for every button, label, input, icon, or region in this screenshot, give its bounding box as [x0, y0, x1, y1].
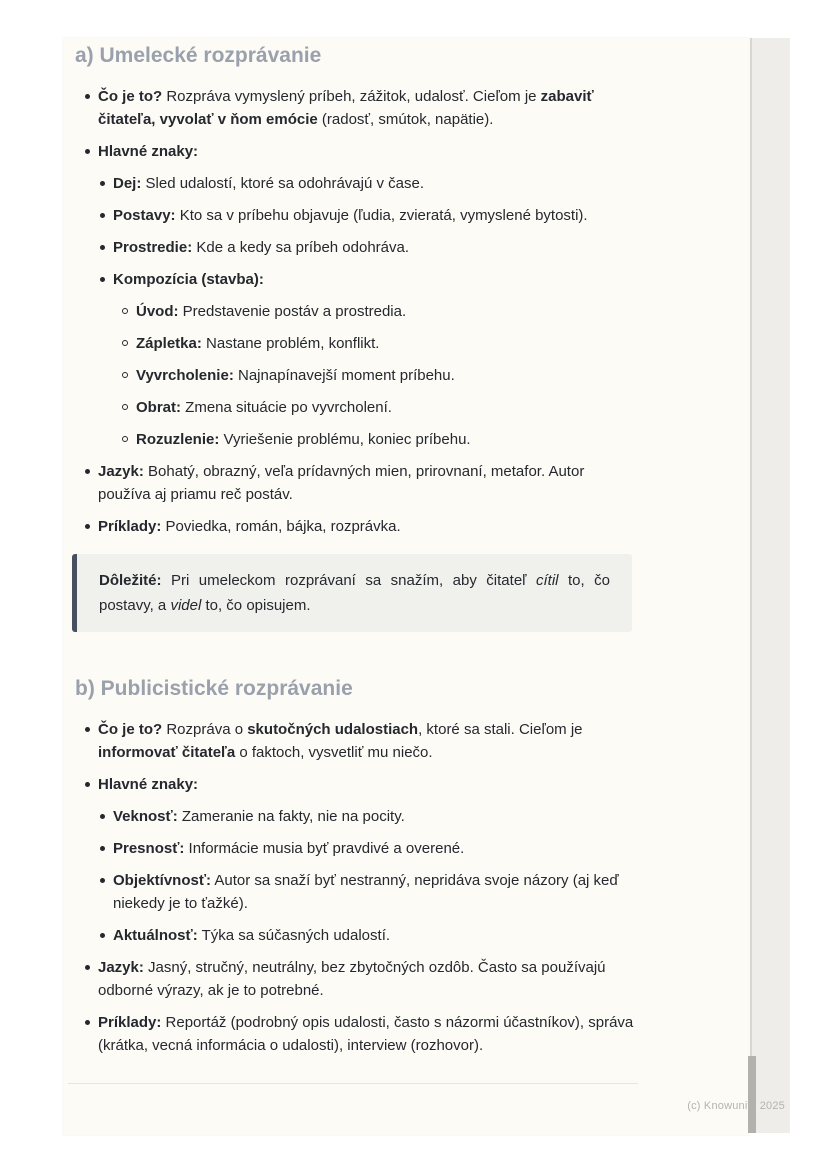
scrollbar-thumb[interactable] — [748, 1056, 756, 1133]
list-item-text — [98, 1014, 633, 1054]
list-item — [68, 396, 638, 419]
text-segment: Zápletka: — [136, 335, 202, 352]
text-segment: skutočných udalostiach — [247, 721, 419, 738]
list-item-text — [98, 143, 198, 160]
text-segment: Veknosť: — [113, 808, 178, 825]
text-segment: (radosť, smútok, napätie). — [317, 111, 494, 128]
text-segment: Vyriešenie problému, koniec príbehu. — [219, 431, 471, 448]
list-item-text — [136, 431, 471, 448]
document-content — [68, 38, 638, 1084]
bullet-disc-icon — [85, 727, 90, 732]
list-item — [68, 924, 638, 947]
text-segment: Hlavné znaky: — [98, 776, 199, 793]
list-item — [68, 805, 638, 828]
bullet-circle-icon — [122, 308, 128, 314]
list-item-text — [98, 721, 583, 761]
text-segment: Zmena situácie po vyvrcholení. — [181, 399, 392, 416]
list-item-text — [136, 303, 406, 320]
text-segment: Jazyk: — [98, 463, 144, 480]
list-item-text — [98, 88, 594, 128]
list-item-text — [113, 207, 588, 224]
text-segment: Úvod: — [136, 303, 179, 320]
bullet-circle-icon — [122, 404, 128, 410]
section-a-list — [68, 85, 638, 538]
text-segment: , ktoré sa stali. Cieľom je — [418, 721, 583, 738]
text-segment: Postavy: — [113, 207, 176, 224]
list-item — [68, 172, 638, 195]
text-segment: Čo je to? — [98, 88, 163, 105]
text-segment: Najnapínavejší moment príbehu. — [233, 367, 455, 384]
section-b-list — [68, 718, 638, 1057]
list-item — [68, 428, 638, 451]
list-item — [68, 204, 638, 227]
bullet-disc-icon — [85, 469, 90, 474]
list-item — [68, 1011, 638, 1057]
list-item — [68, 718, 638, 764]
text-segment: Bohatý, obrazný, veľa prídavných mien, prirovnaní, metafor. Autor používa aj priamu reč postáv. — [98, 463, 585, 503]
text-segment: Informácie musia byť pravdivé a overené. — [184, 840, 465, 857]
text-segment: Aktuálnosť: — [113, 927, 198, 944]
text-segment: to, čo postavy, a — [99, 572, 610, 614]
bullet-disc-icon — [100, 213, 105, 218]
text-segment: Vyvrcholenie: — [136, 367, 234, 384]
list-item — [68, 460, 638, 506]
bullet-disc-icon — [100, 814, 105, 819]
list-item — [68, 956, 638, 1002]
list-item — [68, 837, 638, 860]
list-item — [68, 773, 638, 796]
text-segment: cítil — [536, 572, 559, 589]
bullet-disc-icon — [100, 933, 105, 938]
text-segment: Zameranie na fakty, nie na pocity. — [177, 808, 405, 825]
bullet-disc-icon — [85, 149, 90, 154]
section-a-heading: a) Umelecké rozprávanie — [75, 44, 322, 67]
text-segment: Rozpráva o — [162, 721, 248, 738]
list-item-text — [113, 808, 405, 825]
text-segment: Poviedka, román, bájka, rozprávka. — [161, 518, 401, 535]
important-callout — [72, 554, 632, 632]
bullet-disc-icon — [85, 524, 90, 529]
text-segment: o faktoch, vysvetliť mu niečo. — [235, 744, 433, 761]
text-segment: Dôležité: — [99, 572, 162, 589]
list-item — [68, 85, 638, 131]
list-item-text — [136, 399, 392, 416]
text-segment: Kompozícia (stavba): — [113, 271, 264, 288]
text-segment: Kde a kedy sa príbeh odohráva. — [192, 239, 410, 256]
list-item — [68, 268, 638, 291]
section-b-heading: b) Publicistické rozprávanie — [75, 677, 353, 700]
list-item-text — [113, 840, 464, 857]
text-segment: Reportáž (podrobný opis udalosti, často s názormi účastníkov), správa (krátka, vecná informácia o udalosti), interview (rozhovor). — [98, 1014, 634, 1054]
text-segment: Čo je to? — [98, 721, 163, 738]
list-item-text — [98, 776, 198, 793]
list-item — [68, 236, 638, 259]
text-segment: Rozuzlenie: — [136, 431, 220, 448]
document-page — [63, 38, 749, 1135]
text-segment: Jazyk: — [98, 959, 144, 976]
list-item-text — [136, 367, 455, 384]
list-item-text — [136, 335, 379, 352]
text-segment: videl — [170, 597, 202, 614]
list-item — [68, 515, 638, 538]
list-item — [68, 332, 638, 355]
bullet-circle-icon — [122, 372, 128, 378]
scrollbar-track[interactable] — [750, 38, 790, 1133]
list-item-text — [113, 872, 619, 912]
bullet-disc-icon — [100, 245, 105, 250]
text-segment: Príklady: — [98, 518, 162, 535]
list-item-text — [113, 239, 409, 256]
text-segment: Hlavné znaky: — [98, 143, 199, 160]
text-segment: to, čo opisujem. — [201, 597, 311, 614]
text-segment: Autor sa snaží byť nestranný, nepridáva svoje názory (aj keď niekedy je to ťažké). — [113, 872, 619, 912]
bullet-circle-icon — [122, 436, 128, 442]
page-divider — [68, 1083, 638, 1084]
bullet-circle-icon — [122, 340, 128, 346]
list-item — [68, 869, 638, 915]
text-segment: Objektívnosť: — [113, 872, 212, 889]
callout-text — [99, 572, 610, 614]
text-segment: Jasný, stručný, neutrálny, bez zbytočných ozdôb. Často sa používajú odborné výrazy, ak je to potrebné. — [98, 959, 606, 999]
list-item — [68, 300, 638, 323]
text-segment: Sled udalostí, ktoré sa odohrávajú v čase. — [141, 175, 425, 192]
bullet-disc-icon — [85, 782, 90, 787]
list-item-text — [98, 518, 401, 535]
list-item-text — [98, 959, 606, 999]
text-segment: Týka sa súčasných udalostí. — [197, 927, 391, 944]
text-segment: Nastane problém, konflikt. — [201, 335, 380, 352]
bullet-disc-icon — [85, 94, 90, 99]
list-item — [68, 364, 638, 387]
text-segment: Pri umeleckom rozprávaní sa snažím, aby čitateľ — [161, 572, 537, 589]
text-segment: Presnosť: — [113, 840, 185, 857]
list-item-text — [113, 175, 424, 192]
copyright-watermark: (c) Knowunity 2025 — [687, 1100, 785, 1112]
bullet-disc-icon — [85, 1020, 90, 1025]
list-item — [68, 140, 638, 163]
text-segment: Predstavenie postáv a prostredia. — [178, 303, 407, 320]
text-segment: informovať čitateľa — [98, 744, 236, 761]
list-item-text — [113, 927, 390, 944]
bullet-disc-icon — [85, 965, 90, 970]
bullet-disc-icon — [100, 846, 105, 851]
bullet-disc-icon — [100, 277, 105, 282]
text-segment: Príklady: — [98, 1014, 162, 1031]
text-segment: Dej: — [113, 175, 142, 192]
text-segment: Kto sa v príbehu objavuje (ľudia, zvieratá, vymyslené bytosti). — [175, 207, 588, 224]
list-item-text — [113, 271, 264, 288]
bullet-disc-icon — [100, 181, 105, 186]
text-segment: Rozpráva vymyslený príbeh, zážitok, udalosť. Cieľom je — [162, 88, 541, 105]
bullet-disc-icon — [100, 878, 105, 883]
text-segment: Prostredie: — [113, 239, 193, 256]
text-segment: Obrat: — [136, 399, 181, 416]
text-segment: zabaviť čitateľa, vyvolať v ňom emócie — [98, 88, 594, 128]
list-item-text — [98, 463, 584, 503]
